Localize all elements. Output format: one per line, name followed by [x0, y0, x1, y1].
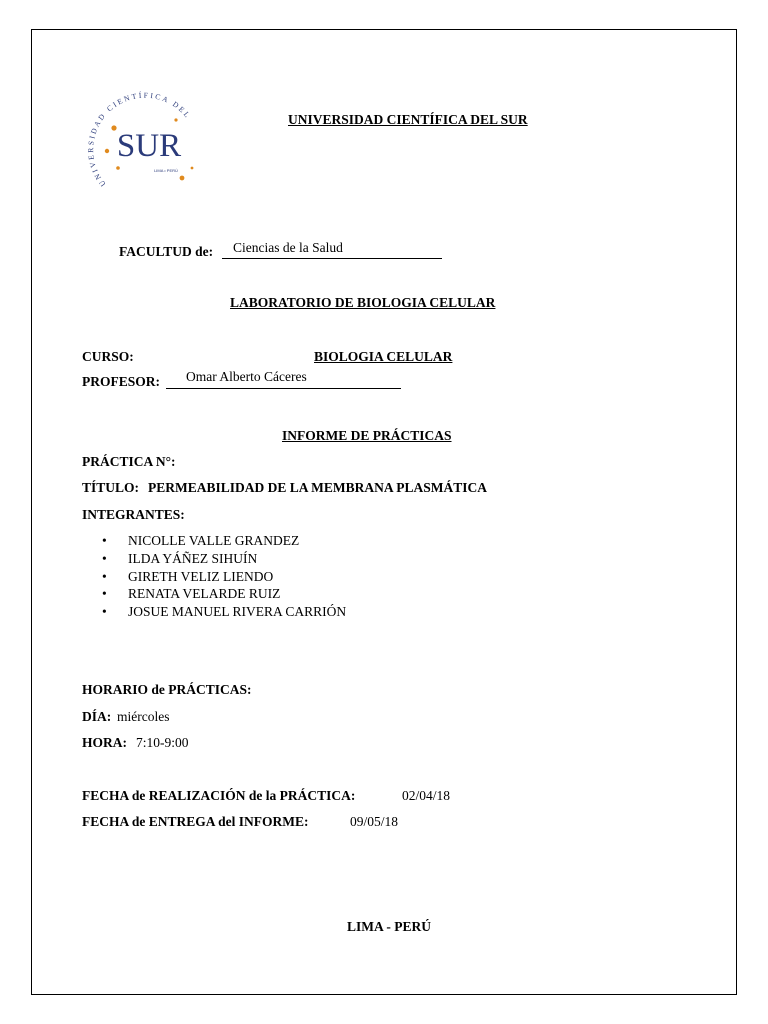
list-item: • RENATA VELARDE RUIZ [102, 586, 281, 602]
done-date-label: FECHA de REALIZACIÓN de la PRÁCTICA: [82, 788, 356, 803]
bullet-icon: • [102, 604, 107, 620]
faculty-value: Ciencias de la Salud [233, 240, 343, 255]
day-value: miércoles [117, 709, 170, 724]
time-label: HORA: [82, 735, 127, 750]
professor-label: PROFESOR: [82, 374, 161, 389]
bullet-icon: • [102, 586, 107, 602]
report-title: INFORME DE PRÁCTICAS [282, 428, 452, 443]
university-logo [78, 80, 200, 192]
list-item: • JOSUE MANUEL RIVERA CARRIÓN [102, 604, 347, 620]
logo-main-text: SUR [116, 128, 182, 164]
members-list [102, 532, 346, 621]
faculty-underline [222, 258, 442, 259]
time-value: 7:10-9:00 [136, 735, 189, 750]
title-value: PERMEABILIDAD DE LA MEMBRANA PLASMÁTICA [148, 480, 488, 495]
lab-title: LABORATORIO DE BIOLOGIA CELULAR [230, 295, 496, 310]
university-name: UNIVERSIDAD CIENTÍFICA DEL SUR [288, 112, 528, 127]
bullet-icon: • [102, 568, 107, 584]
day-label: DÍA: [82, 709, 112, 724]
logo-sub-text: LIMA • PERÚ [154, 168, 178, 173]
members-label: INTEGRANTES: [82, 507, 185, 522]
faculty-label: FACULTUD de: [119, 244, 214, 259]
delivery-date-value: 09/05/18 [350, 814, 399, 829]
done-date-value: 02/04/18 [402, 788, 451, 803]
course-label: CURSO: [82, 349, 134, 364]
title-label: TÍTULO: [82, 480, 140, 495]
professor-value: Omar Alberto Cáceres [186, 369, 307, 384]
logo-arc-text: UNIVERSIDAD CIENTÍFICA DEL [86, 90, 194, 189]
list-item: • NICOLLE VALLE GRANDEZ [102, 533, 300, 548]
list-item: • GIRETH VELIZ LIENDO [102, 568, 274, 584]
course-value: BIOLOGIA CELULAR [314, 349, 453, 364]
place-footer: LIMA - PERÚ [347, 919, 431, 934]
professor-underline [166, 388, 401, 389]
practice-number-label: PRÁCTICA N°: [82, 454, 176, 469]
bullet-icon: • [102, 550, 107, 566]
bullet-icon: • [102, 533, 107, 548]
delivery-date-label: FECHA de ENTREGA del INFORME: [82, 814, 309, 829]
list-item: • ILDA YÁÑEZ SIHUÍN [102, 550, 258, 566]
schedule-label: HORARIO de PRÁCTICAS: [82, 682, 252, 697]
